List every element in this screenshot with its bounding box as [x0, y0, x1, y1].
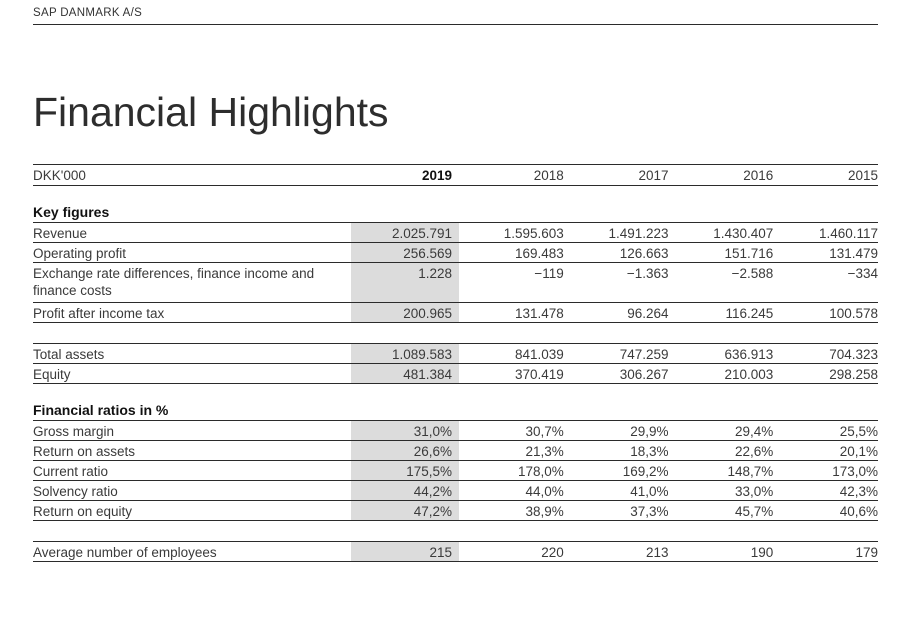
- value-2015: 704.323: [829, 347, 878, 362]
- value-2017: 169,2%: [622, 464, 669, 479]
- value-2017: 29,9%: [630, 424, 669, 439]
- value-2018: −119: [534, 266, 564, 281]
- value-2019: 31,0%: [351, 421, 459, 440]
- table-row: [33, 441, 878, 461]
- value-2019: 26,6%: [351, 441, 459, 460]
- year-header-2017: 2017: [638, 167, 669, 183]
- year-header-2015: 2015: [847, 167, 878, 183]
- table-row: [33, 501, 878, 521]
- year-header-2018: 2018: [533, 167, 564, 183]
- value-2019: 215: [351, 542, 459, 561]
- value-2016: 210.003: [724, 367, 774, 382]
- financial-table: [33, 164, 878, 562]
- value-2017: 37,3%: [630, 504, 669, 519]
- table-row: [33, 421, 878, 441]
- row-label: Return on assets: [33, 444, 136, 459]
- value-2015: 173,0%: [832, 464, 878, 479]
- value-2019: 256.569: [351, 243, 459, 262]
- value-2016: 22,6%: [734, 444, 774, 459]
- row-label: Current ratio: [33, 464, 109, 479]
- report-page: [33, 0, 878, 562]
- value-2017: 126.663: [619, 246, 669, 261]
- page-title: Financial Highlights: [33, 89, 389, 135]
- value-2018: 44,0%: [525, 484, 564, 499]
- value-2015: 20,1%: [839, 444, 878, 459]
- table-row: [33, 243, 878, 263]
- value-2019: 44,2%: [351, 481, 459, 500]
- company-name: SAP DANMARK A/S: [33, 7, 143, 19]
- value-2018: 1.595.603: [503, 226, 564, 241]
- value-2019: 200.965: [351, 303, 459, 322]
- value-2016: 45,7%: [734, 504, 774, 519]
- value-2016: 190: [750, 545, 774, 560]
- header-rule: [33, 24, 878, 25]
- table-row: [33, 541, 878, 562]
- value-2015: 42,3%: [839, 484, 878, 499]
- year-header-2019: 2019: [421, 167, 452, 183]
- row-label: Average number of employees: [33, 545, 217, 560]
- value-2016: 33,0%: [734, 484, 774, 499]
- row-label: Solvency ratio: [33, 484, 118, 499]
- table-row: [33, 223, 878, 243]
- value-2019: 47,2%: [351, 501, 459, 520]
- year-header-2016: 2016: [743, 167, 774, 183]
- table-row: [33, 343, 878, 364]
- table-body: [33, 186, 878, 562]
- document-header: [33, 0, 878, 25]
- table-row: [33, 481, 878, 501]
- value-2016: 29,4%: [734, 424, 774, 439]
- value-2017: 41,0%: [630, 484, 669, 499]
- value-2015: −334: [847, 266, 878, 281]
- value-2019: 1.228: [351, 263, 459, 302]
- table-column-header: [33, 164, 878, 186]
- value-2018: 370.419: [514, 367, 564, 382]
- table-row: [33, 263, 878, 303]
- value-2016: 148,7%: [727, 464, 774, 479]
- value-2017: 213: [645, 545, 669, 560]
- value-2015: 179: [855, 545, 878, 560]
- value-2018: 220: [541, 545, 564, 560]
- row-label: Total assets: [33, 347, 105, 362]
- row-label: Equity: [33, 367, 71, 382]
- value-2015: 1.460.117: [818, 226, 878, 241]
- value-2016: 1.430.407: [713, 226, 774, 241]
- value-2019: 2.025.791: [351, 223, 459, 242]
- value-2019: 175,5%: [351, 461, 459, 480]
- value-2017: 1.491.223: [608, 226, 669, 241]
- value-2018: 841.039: [514, 347, 564, 362]
- value-2017: 96.264: [627, 306, 669, 321]
- value-2018: 21,3%: [525, 444, 564, 459]
- row-label: Gross margin: [33, 424, 115, 439]
- row-label: Revenue: [33, 226, 88, 241]
- section-header: Key figures: [33, 186, 878, 223]
- table-row: [33, 461, 878, 481]
- section-header: Financial ratios in %: [33, 384, 878, 421]
- value-2016: −2.588: [731, 266, 774, 281]
- value-2015: 25,5%: [839, 424, 878, 439]
- value-2018: 169.483: [514, 246, 564, 261]
- value-2018: 38,9%: [525, 504, 564, 519]
- value-2015: 40,6%: [839, 504, 878, 519]
- row-label: Profit after income tax: [33, 306, 165, 321]
- value-2017: 18,3%: [630, 444, 669, 459]
- value-2019: 481.384: [351, 364, 459, 383]
- value-2015: 100.578: [829, 306, 878, 321]
- value-2017: −1.363: [626, 266, 669, 281]
- value-2017: 306.267: [619, 367, 669, 382]
- section-gap: [33, 521, 878, 541]
- table-row: [33, 303, 878, 323]
- value-2017: 747.259: [619, 347, 669, 362]
- value-2019: 1.089.583: [351, 344, 459, 363]
- value-2018: 178,0%: [517, 464, 564, 479]
- value-2015: 131.479: [829, 246, 878, 261]
- section-gap: [33, 323, 878, 343]
- value-2015: 298.258: [829, 367, 878, 382]
- table-row: [33, 364, 878, 384]
- value-2016: 151.716: [724, 246, 774, 261]
- unit-label: DKK'000: [33, 167, 86, 183]
- value-2016: 636.913: [724, 347, 774, 362]
- value-2018: 30,7%: [525, 424, 564, 439]
- row-label: Return on equity: [33, 504, 133, 519]
- value-2018: 131.478: [514, 306, 564, 321]
- value-2016: 116.245: [725, 306, 774, 321]
- row-label: Exchange rate differences, finance income and finance costs: [33, 266, 315, 298]
- row-label: Operating profit: [33, 246, 127, 261]
